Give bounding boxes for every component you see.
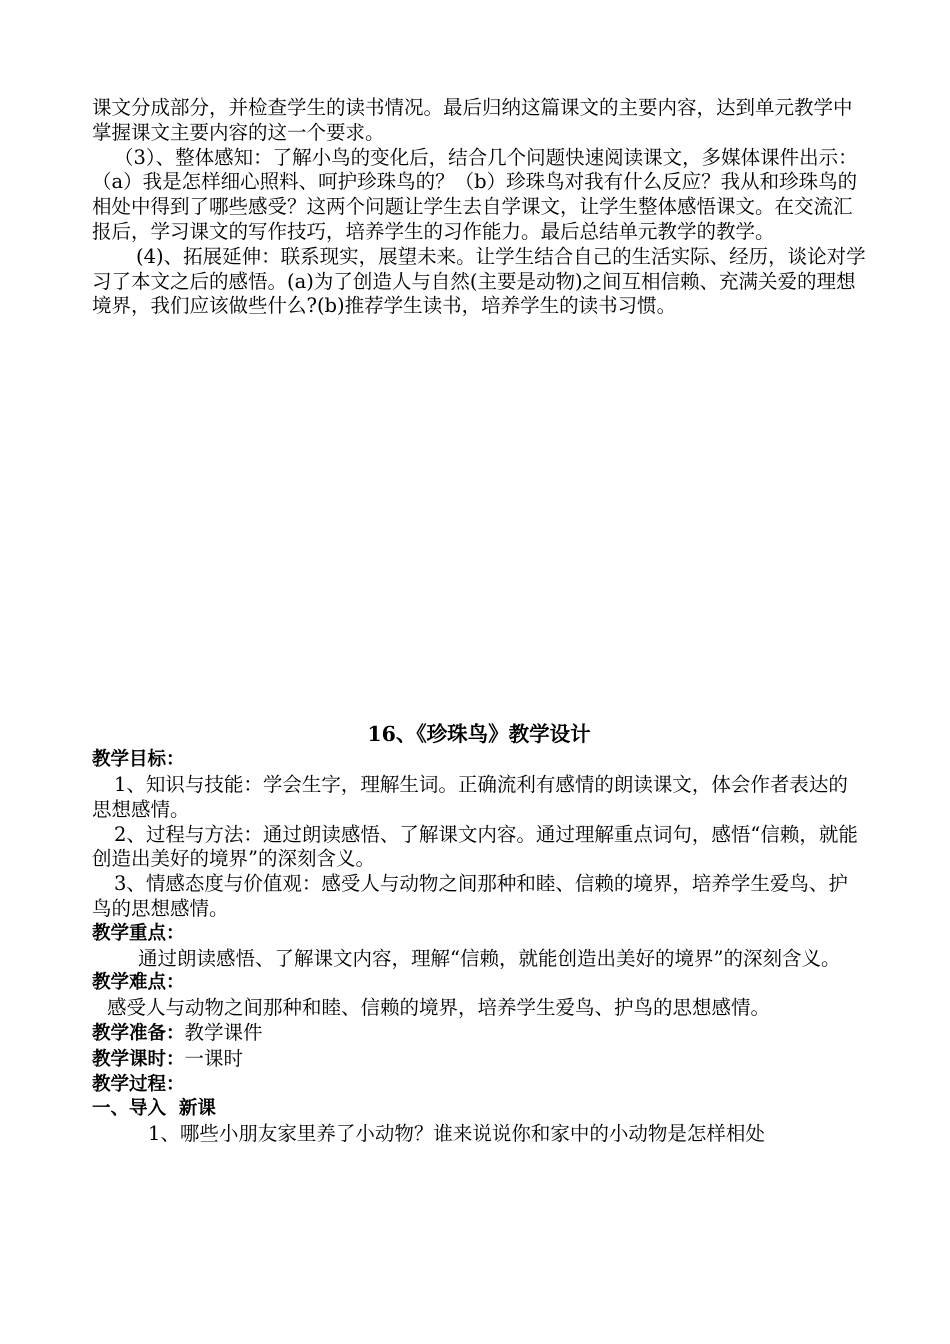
objectives-heading: 教学目标： xyxy=(92,749,185,771)
objective-process: 2、过程与方法：通过朗读感悟、了解课文内容。通过理解重点词句，感悟“信赖，就能创造出美好的境界”的深刻含义。 xyxy=(92,822,858,871)
paragraph-overall-perception: （3）、整体感知：了解小鸟的变化后，结合几个问题快速阅读课文，多媒体课件出示：（a）我是怎样细心照料、呵护珍珠鸟的？（b）珍珠鸟对我有什么反应？我从和珍珠鸟的相处中得到了哪些感受？这两个问题让学生去自学课文，让学生整体感悟课文。在交流汇报后，学习课文的写作技巧，培养学生的习作能力。最后总结单元教学的教学。 xyxy=(92,145,858,243)
key-points-text: 通过朗读感悟、了解课文内容，理解“信赖，就能创造出美好的境界”的深刻含义。 xyxy=(138,946,841,970)
hours-line xyxy=(92,1047,866,1073)
key-points-heading: 教学重点： xyxy=(92,922,185,944)
difficulties-heading: 教学难点： xyxy=(92,972,185,994)
hours-value: 一课时 xyxy=(184,1046,244,1070)
paragraph-summary: 课文分成部分，并检查学生的读书情况。最后归纳这篇课文的主要内容，达到单元教学中掌握课文主要内容的这一个要求。 xyxy=(92,96,853,144)
hours-heading: 教学课时： xyxy=(92,1048,185,1070)
paragraph-extension: (4)、拓展延伸：联系现实，展望未来。让学生结合自己的生活实际、经历，谈论对学习了本文之后的感悟。(a)为了创造人与自然(主要是动物)之间互相信赖、充满关爱的理想境界，我们应该做些什么?(b)推荐学生读书，培养学生的读书习惯。 xyxy=(92,244,866,318)
objective-knowledge: 1、知识与技能：学会生字，理解生词。正确流利有感情的朗读课文，体会作者表达的思想感情。 xyxy=(92,772,848,821)
section-1-heading: 一、导入 新课 xyxy=(92,1098,216,1120)
preparation-heading: 教学准备： xyxy=(92,1022,185,1044)
difficulties-text: 感受人与动物之间那种和睦、信赖的境界，培养学生爱鸟、护鸟的思想感情。 xyxy=(107,996,771,1020)
page-gap xyxy=(92,319,866,720)
process-heading: 教学过程： xyxy=(92,1073,185,1095)
lesson-title: 16、《珍珠鸟》教学设计 xyxy=(367,722,591,747)
document-page xyxy=(92,96,866,1147)
preparation-line xyxy=(92,1021,866,1047)
objective-emotion: 3、情感态度与价值观：感受人与动物之间那种和睦、信赖的境界，培养学生爱鸟、护鸟的思想感情。 xyxy=(92,872,848,920)
step-1-text: 1、哪些小朋友家里养了小动物？谁来说说你和家中的小动物是怎样相处 xyxy=(148,1122,765,1146)
preparation-value: 教学课件 xyxy=(184,1020,263,1044)
